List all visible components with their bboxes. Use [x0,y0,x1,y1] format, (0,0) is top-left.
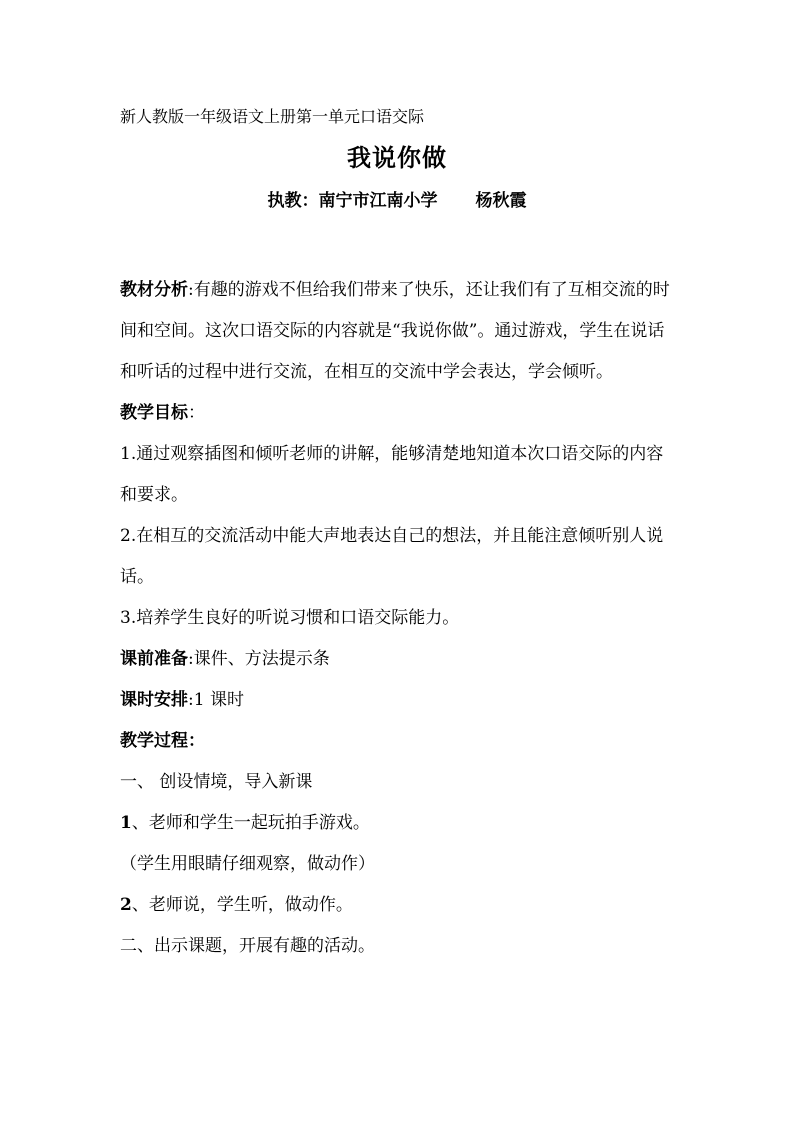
process-step-1: 一、 创设情境，导入新课 [120,772,313,792]
schedule-label: 课时安排 [120,690,188,710]
process-item-1-number: 1 [120,813,132,833]
goal-item: 3.培养学生良好的听说习惯和口语交际能力。 [120,608,460,628]
preparation-label: 课前准备 [120,649,188,669]
process-step-2: 二、出示课题，开展有趣的活动。 [120,936,375,956]
goals-label: 教学目标 [120,403,188,423]
process-item-2 [120,885,680,926]
process-item-2-number: 2 [120,895,132,915]
document-title: 我说你做 [347,143,447,172]
analysis-text: :有趣的游戏不但给我们带来了快乐，还让我们有了互相交流的时间和空间。这次口语交际的内容就是“我说你做”。通过游戏，学生在说话和听话的过程中进行交流，在相互的交流中学会表达，学会倾听。 [120,280,670,382]
document-header: 新人教版一年级语文上册第一单元口语交际 [120,107,425,126]
goals-suffix: ： [188,403,205,423]
process-heading: 教学过程： [120,731,205,751]
teacher-name: 杨秋霞 [475,191,527,211]
preparation-line [120,639,680,680]
document-subtitle [0,189,794,213]
preparation-text: :课件、方法提示条 [188,649,330,669]
process-note: （学生用眼睛仔细观察，做动作） [120,854,375,874]
document-body [120,270,680,967]
school-name: 南宁市江南小学 [318,191,438,211]
process-item-1-text: 、老师和学生一起玩拍手游戏。 [131,813,370,833]
goal-item: 2.在相互的交流活动中能大声地表达自己的想法，并且能注意倾听别人说话。 [120,526,664,587]
schedule-line [120,680,680,721]
goal-item: 1.通过观察插图和倾听老师的讲解，能够清楚地知道本次口语交际的内容和要求。 [120,444,664,505]
goals-heading [120,393,680,434]
analysis-paragraph [120,270,680,393]
process-item-2-text: 、老师说，学生听，做动作。 [131,895,353,915]
schedule-text: :1 课时 [188,690,244,710]
process-item-1 [120,803,680,844]
analysis-label: 教材分析 [120,280,188,300]
instructor-label: 执教： [267,191,319,211]
